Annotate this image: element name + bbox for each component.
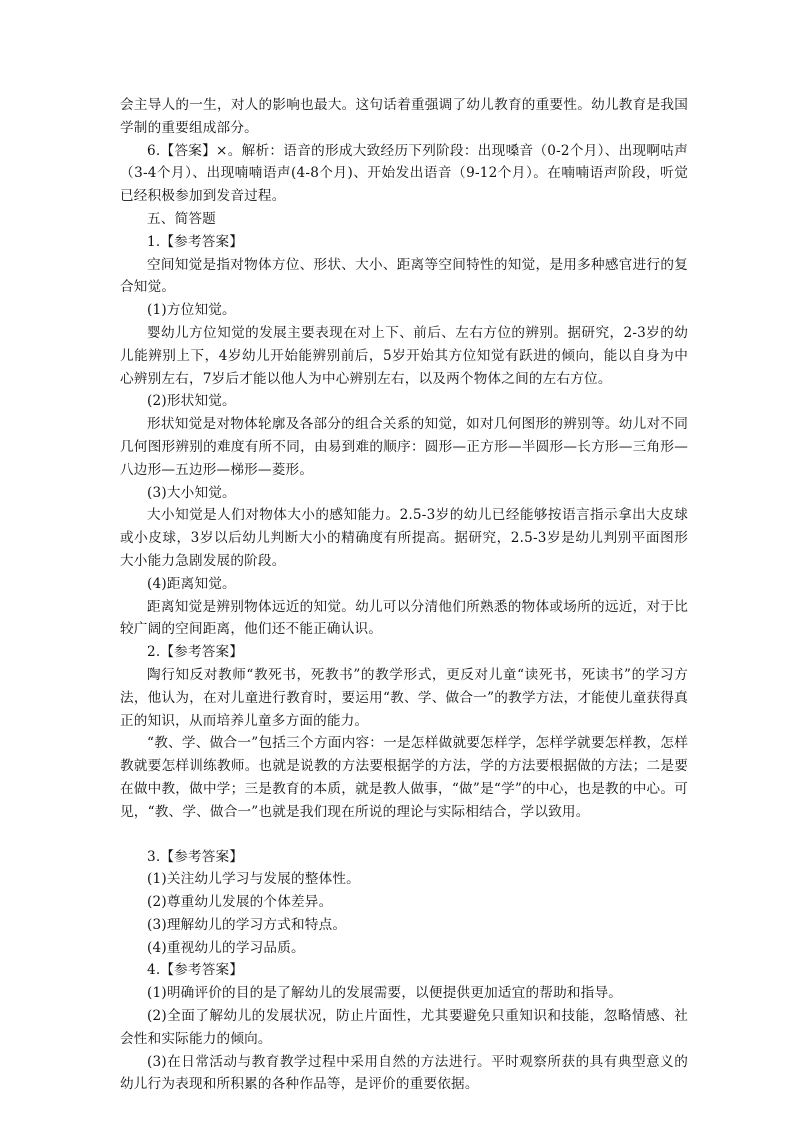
paragraph: 婴幼儿方位知觉的发展主要表现在对上下、前后、左右方位的辨别。据研究，2-3岁的幼儿能辨别上下，4岁幼儿开始能辨别前后，5岁开始其方位知觉有跃进的倾向，能以自身为中心辨别左右，7岁后才能以他人为中心辨别左右，以及两个物体之间的左右方位。 [120, 324, 688, 387]
subheading: (2)形状知觉。 [147, 393, 236, 410]
list-item: (2)尊重幼儿发展的个体差异。 [147, 894, 333, 911]
list-item: (1)关注幼儿学习与发展的整体性。 [147, 871, 360, 888]
subheading: (1)方位知觉。 [147, 302, 236, 319]
answer-heading: 3.【参考答案】 [147, 848, 244, 865]
paragraph: 大小知觉是人们对物体大小的感知能力。2.5-3岁的幼儿已经能够按语言指示拿出大皮球或小皮球，3岁以后幼儿判断大小的精确度有所提高。据研究，2.5-3岁是幼儿判别平面图形大小能力急剧发展的阶段。 [120, 507, 688, 569]
list-item: (1)明确评价的目的是了解幼儿的发展需要，以便提供更加适宜的帮助和指导。 [147, 985, 623, 1002]
list-item: (4)重视幼儿的学习品质。 [147, 939, 305, 956]
blank-line [120, 824, 688, 846]
answer-heading: 2.【参考答案】 [147, 644, 244, 661]
subheading: (3)大小知觉。 [147, 484, 236, 501]
list-item: (3)在日常活动与教育教学过程中采用自然的方法进行。平时观察所获的具有典型意义的幼儿行为表现和所积累的各种作品等，是评价的重要依据。 [120, 1053, 688, 1093]
paragraph: 形状知觉是对物体轮廓及各部分的组合关系的知觉，如对几何图形的辨别等。幼儿对不同几何图形辨别的难度有所不同，由易到难的顺序：圆形—正方形—半圆形—长方形—三角形—八边形—五边形—梯形—菱形。 [120, 416, 688, 478]
answer-6: 6.【答案】×。解析：语音的形成大致经历下列阶段：出现嗓音（0-2个月）、出现啊咕声（3-4个月）、出现喃喃语声(4-8个月)、开始发出语音（9-12个月）。在喃喃语声阶段，听觉已经积极参加到发音过程。 [120, 142, 688, 205]
paragraph: 会主导人的一生，对人的影响也最大。这句话着重强调了幼儿教育的重要性。幼儿教育是我国学制的重要组成部分。 [120, 97, 688, 136]
paragraph: 陶行知反对教师“教死书，死教书”的教学形式，更反对儿童“读死书，死读书”的学习方法，他认为，在对儿童进行教育时，要运用“教、学、做合一”的教学方法，才能使儿童获得真正的知识，从而培养儿童多方面的能力。 [120, 666, 688, 729]
paragraph: “教、学、做合一”包括三个方面内容：一是怎样做就要怎样学，怎样学就要怎样教，怎样教就要怎样训练教师。也就是说教的方法要根据学的方法，学的方法要根据做的方法；二是要在做中教，做中学；三是教育的本质，就是教人做事，“做”是“学”的中心，也是教的中心。可见，“教、学、做合一”也就是我们现在所说的理论与实际相结合，学以致用。 [120, 735, 688, 820]
list-item: (3)理解幼儿的学习方式和特点。 [147, 916, 347, 933]
paragraph: 距离知觉是辨别物体远近的知觉。幼儿可以分清他们所熟悉的物体或场所的远近，对于比较广阔的空间距离，他们还不能正确认识。 [120, 598, 688, 638]
answer-heading: 4.【参考答案】 [147, 962, 244, 979]
document-page [120, 94, 688, 1096]
paragraph: 空间知觉是指对物体方位、形状、大小、距离等空间特性的知觉，是用多种感官进行的复合知觉。 [120, 256, 688, 296]
subheading: (4)距离知觉。 [147, 575, 236, 592]
answer-heading: 1.【参考答案】 [147, 233, 244, 250]
list-item: (2)全面了解幼儿的发展状况，防止片面性，尤其要避免只重知识和技能，忽略情感、社会性和实际能力的倾向。 [120, 1008, 688, 1047]
section-heading: 五、简答题 [147, 210, 216, 227]
